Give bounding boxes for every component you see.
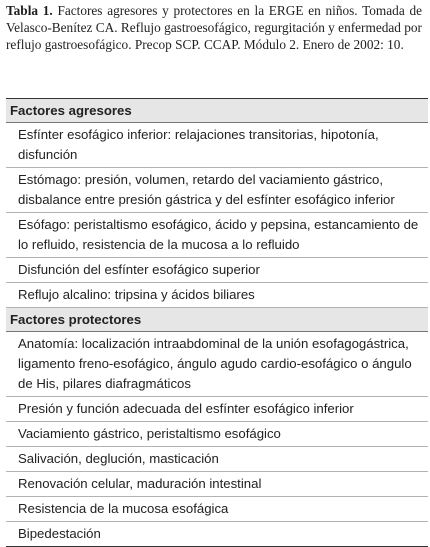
- table-row: Estómago: presión, volumen, retardo del vaciamiento gástrico, disbalance entre presión gástrica y del esfínter esofágico inferior: [6, 168, 428, 213]
- table-row: Esfínter esofágico inferior: relajaciones transitorias, hipotonía, disfunción: [6, 123, 428, 168]
- table-caption: [6, 2, 422, 53]
- caption-text: Factores agresores y protectores en la ERGE en niños. Tomada de Velasco-Benítez CA. Reflujo gastroesofágico, regurgitación y enfermedad por reflujo gastroesofágico. Precop SCP. CCAP. Módulo 2. Enero de 2002: 10.: [6, 3, 422, 52]
- table-row: Esófago: peristaltismo esofágico, ácido y pepsina, estancamiento de lo refluido, resistencia de la mucosa a lo refluido: [6, 213, 428, 258]
- table-row: Anatomía: localización intraabdominal de la unión esofagogástrica, ligamento freno-esofágico, ángulo agudo cardio-esofágico o ángulo de His, pilares diafragmáticos: [6, 332, 428, 397]
- table-row: Resistencia de la mucosa esofágica: [6, 497, 428, 522]
- table-row: Renovación celular, maduración intestinal: [6, 472, 428, 497]
- table-row: Disfunción del esfínter esofágico superior: [6, 258, 428, 283]
- factors-table: [6, 98, 428, 547]
- section-header-protectores: Factores protectores: [6, 308, 428, 332]
- section-header-agresores: Factores agresores: [6, 99, 428, 123]
- table-row: Vaciamiento gástrico, peristaltismo esofágico: [6, 422, 428, 447]
- table-row: Reflujo alcalino: tripsina y ácidos biliares: [6, 283, 428, 308]
- caption-label: Tabla 1.: [6, 3, 53, 18]
- table-row: Salivación, deglución, masticación: [6, 447, 428, 472]
- table-row: Bipedestación: [6, 522, 428, 547]
- table-row: Presión y función adecuada del esfínter esofágico inferior: [6, 397, 428, 422]
